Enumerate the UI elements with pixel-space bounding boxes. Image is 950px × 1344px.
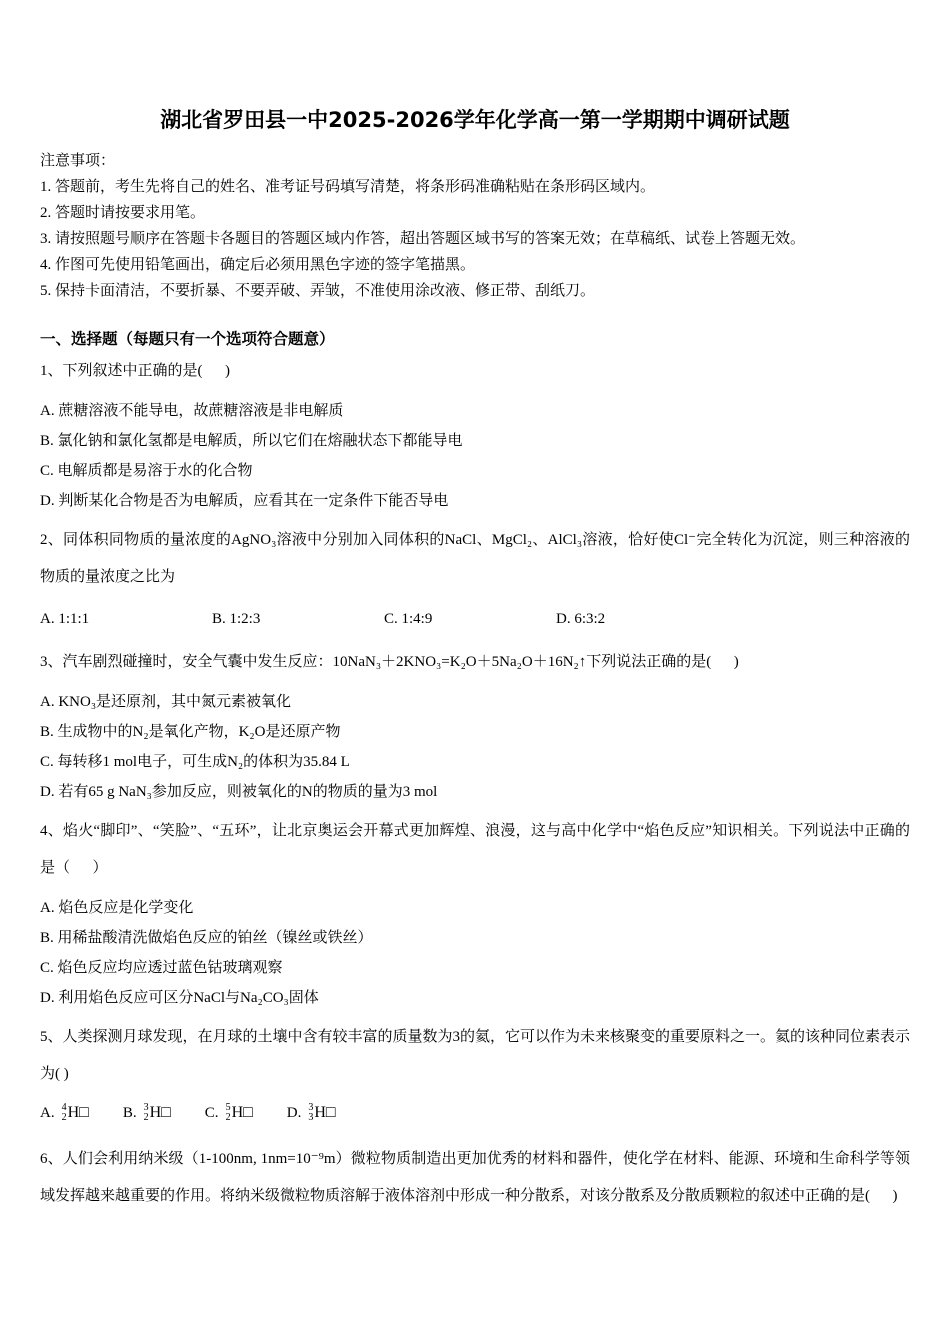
atomic-number: 2 bbox=[143, 1112, 149, 1123]
element-symbol: H□ bbox=[314, 1104, 336, 1121]
option-letter: D. bbox=[286, 1104, 302, 1121]
option-letter: C. bbox=[204, 1104, 219, 1121]
notice-item: 5. 保持卡面清洁，不要折暴、不要弄破、弄皱，不准使用涂改液、修正带、刮纸刀。 bbox=[40, 283, 596, 299]
isotope-option-b bbox=[123, 1103, 171, 1123]
mass-number: 3 bbox=[308, 1102, 314, 1113]
option-item: A. 焰色反应是化学变化 bbox=[40, 900, 194, 916]
isotope-option-d bbox=[287, 1103, 336, 1123]
isotope-notation bbox=[226, 1103, 253, 1123]
atomic-number: 2 bbox=[61, 1112, 67, 1123]
question-stem: 5、人类探测月球发现，在月球的土壤中含有较丰富的质量数为3的氦，它可以作为未来核聚变的重要原料之一。氦的该种同位素表示为( ) bbox=[40, 1029, 911, 1082]
question-stem: 1、下列叙述中正确的是( ) bbox=[40, 363, 230, 379]
notice-item: 2. 答题时请按要求用笔。 bbox=[40, 205, 206, 221]
isotope-numbers bbox=[144, 1103, 149, 1123]
page-title: 湖北省罗田县一中2025-2026学年化学高一第一学期期中调研试题 bbox=[160, 108, 790, 132]
element-symbol: H□ bbox=[149, 1104, 171, 1121]
isotope-notation bbox=[308, 1103, 335, 1123]
option-item: A. 蔗糖溶液不能导电，故蔗糖溶液是非电解质 bbox=[40, 403, 344, 419]
option-item: C. 电解质都是易溶于水的化合物 bbox=[40, 463, 253, 479]
section-heading: 一、选择题（每题只有一个选项符合题意） bbox=[40, 331, 335, 348]
option-item: A. KNO₃是还原剂，其中氮元素被氧化 bbox=[40, 694, 292, 710]
isotope-option-row bbox=[40, 1103, 910, 1123]
mass-number: 3 bbox=[143, 1102, 149, 1113]
element-symbol: H□ bbox=[231, 1104, 253, 1121]
option-item: B. 用稀盐酸清洗做焰色反应的铂丝（镍丝或铁丝） bbox=[40, 930, 373, 946]
question-stem: 2、同体积同物质的量浓度的AgNO₃溶液中分别加入同体积的NaCl、MgCl₂、AlCl₃溶液，恰好使Cl⁻完全转化为沉淀，则三种溶液的物质的量浓度之比为 bbox=[40, 532, 910, 585]
element-symbol: H□ bbox=[67, 1104, 89, 1121]
option-item: D. 判断某化合物是否为电解质，应看其在一定条件下能否导电 bbox=[40, 493, 449, 509]
question-stem: 3、汽车剧烈碰撞时，安全气囊中发生反应：10NaN₃＋2KNO₃=K₂O＋5Na₂O＋16N₂↑下列说法正确的是( ) bbox=[40, 654, 739, 670]
question-stem: 6、人们会利用纳米级（1-100nm, 1nm=10⁻⁹m）微粒物质制造出更加优秀的材料和器件，使化学在材料、能源、环境和生命科学等领域发挥越来越重要的作用。将纳米级微粒物质溶解于液体溶剂中形成一种分散系，对该分散系及分散质颗粒的叙述中正确的是( ) bbox=[40, 1151, 910, 1204]
option-item: D. 6:3:2 bbox=[556, 611, 606, 627]
question-stem: 4、焰火“脚印”、“笑脸”、“五环”，让北京奥运会开幕式更加辉煌、浪漫，这与高中化学中“焰色反应”知识相关。下列说法中正确的是（ ） bbox=[40, 823, 910, 876]
notice-item: 4. 作图可先使用铅笔画出，确定后必须用黑色字迹的签字笔描黑。 bbox=[40, 257, 476, 273]
notice-item: 3. 请按照题号顺序在答题卡各题目的答题区域内作答，超出答题区域书写的答案无效；在草稿纸、试卷上答题无效。 bbox=[40, 231, 806, 247]
question-3 bbox=[40, 644, 910, 801]
option-item: B. 氯化钠和氯化氢都是电解质，所以它们在熔融状态下都能导电 bbox=[40, 433, 463, 449]
notice-heading: 注意事项： bbox=[40, 153, 116, 169]
isotope-option-c bbox=[205, 1103, 253, 1123]
option-item: A. 1:1:1 bbox=[40, 611, 90, 627]
atomic-number: 3 bbox=[308, 1112, 314, 1123]
isotope-numbers bbox=[62, 1103, 67, 1123]
mass-number: 5 bbox=[225, 1102, 231, 1113]
notice-item: 1. 答题前，考生先将自己的姓名、准考证号码填写清楚，将条形码准确粘贴在条形码区域内。 bbox=[40, 179, 656, 195]
isotope-option-a bbox=[40, 1103, 89, 1123]
isotope-notation bbox=[144, 1103, 171, 1123]
isotope-numbers bbox=[226, 1103, 231, 1123]
option-item: D. 利用焰色反应可区分NaCl与Na₂CO₃固体 bbox=[40, 990, 319, 1006]
question-4 bbox=[40, 813, 910, 1007]
notice-section bbox=[40, 148, 910, 304]
option-item: C. 每转移1 mol电子，可生成N₂的体积为35.84 L bbox=[40, 754, 350, 770]
mass-number: 4 bbox=[61, 1102, 67, 1113]
question-2 bbox=[40, 522, 910, 628]
question-1 bbox=[40, 353, 910, 510]
isotope-numbers bbox=[308, 1103, 313, 1123]
option-item: C. 1:4:9 bbox=[384, 611, 433, 627]
atomic-number: 2 bbox=[225, 1112, 231, 1123]
option-item: B. 1:2:3 bbox=[212, 611, 261, 627]
question-5 bbox=[40, 1019, 910, 1123]
option-item: C. 焰色反应均应透过蓝色钴玻璃观察 bbox=[40, 960, 283, 976]
isotope-notation bbox=[62, 1103, 89, 1123]
option-item: B. 生成物中的N₂是氧化产物，K₂O是还原产物 bbox=[40, 724, 341, 740]
option-letter: A. bbox=[40, 1104, 55, 1121]
option-row bbox=[40, 610, 910, 628]
option-letter: B. bbox=[122, 1104, 137, 1121]
option-item: D. 若有65 g NaN₃参加反应，则被氧化的N的物质的量为3 mol bbox=[40, 784, 438, 800]
question-6 bbox=[40, 1141, 910, 1215]
